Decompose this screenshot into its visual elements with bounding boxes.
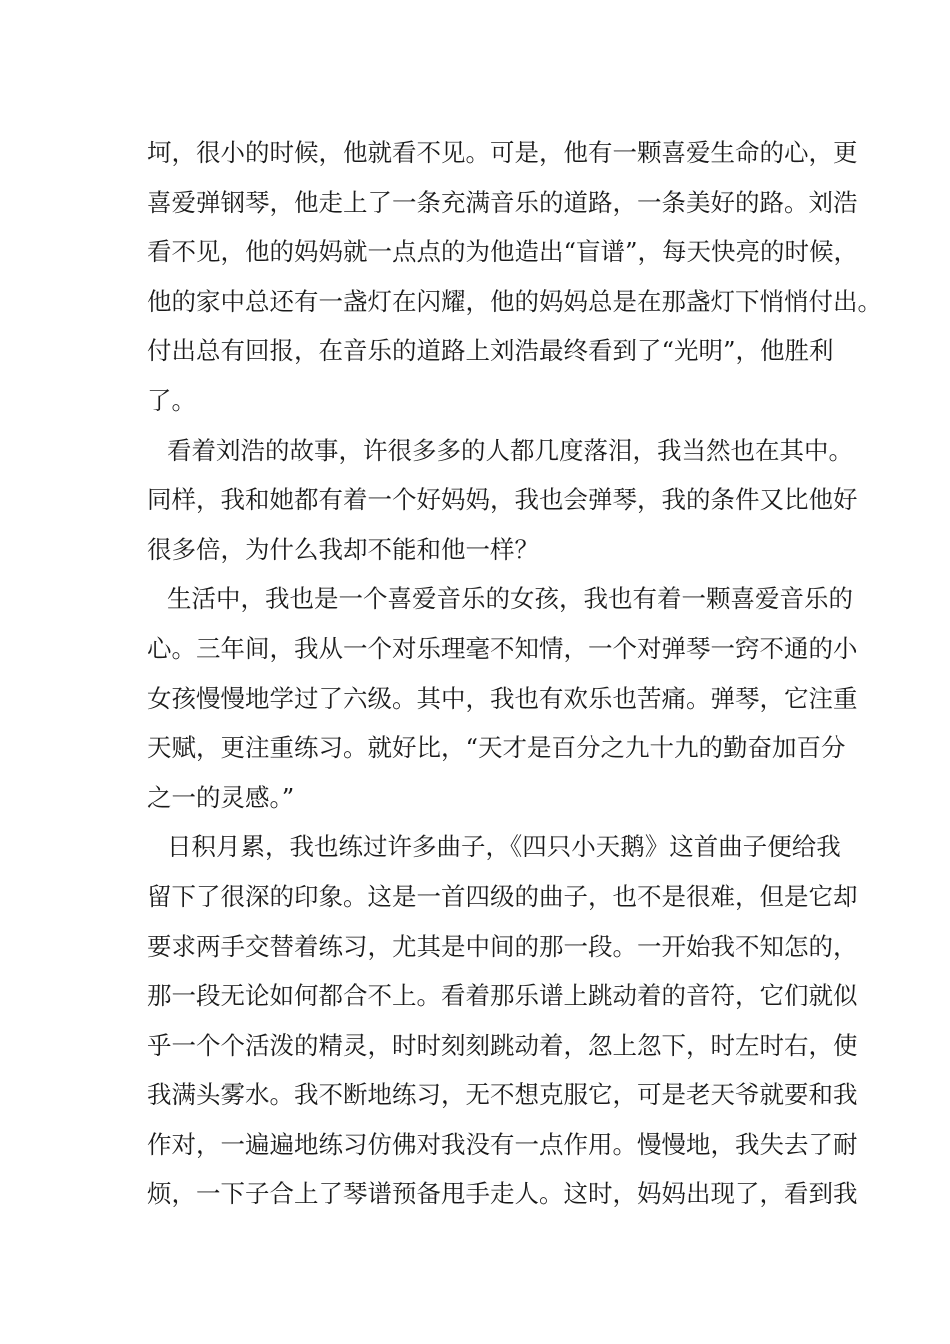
paragraph-first-line: 生活中，我也是一个喜爱音乐的女孩，我也有着一颗喜爱音乐的 [167,584,853,614]
text-line: 作对，一遍遍地练习仿佛对我没有一点作用。慢慢地，我失去了耐 [147,1129,858,1159]
body-text [147,128,882,1219]
text-line: 要求两手交替着练习，尤其是中间的那一段。一开始我不知怎的， [147,931,858,961]
text-line: 天赋，更注重练习。就好比，“天才是百分之九十九的勤奋加百分 [147,733,846,763]
text-line: 了。 [147,385,196,415]
text-line: 心。三年间，我从一个对乐理毫不知情，一个对弹琴一窍不通的小 [147,633,858,663]
paragraph-first-line: 日积月累，我也练过许多曲子，《四只小天鹅》这首曲子便给我 [167,832,841,862]
text-line: 留下了很深的印象。这是一首四级的曲子，也不是很难，但是它却 [147,881,858,911]
paragraph-first-line: 看着刘浩的故事，许很多多的人都几度落泪，我当然也在其中。 [167,435,853,465]
text-line: 坷，很小的时候，他就看不见。可是，他有一颗喜爱生命的心，更 [147,138,858,167]
text-line: 之一的灵感。” [147,782,295,812]
text-line: 烦，一下子合上了琴谱预备甩手走人。这时，妈妈出现了，看到我 [147,1179,858,1209]
text-line: 看不见，他的妈妈就一点点的为他造出“盲谱”，每天快亮的时候， [147,237,859,267]
text-line: 女孩慢慢地学过了六级。其中，我也有欢乐也苦痛。弹琴，它注重 [147,683,858,713]
text-line: 喜爱弹钢琴，他走上了一条充满音乐的道路，一条美好的路。刘浩 [147,187,858,217]
text-line: 同样，我和她都有着一个好妈妈，我也会弹琴，我的条件又比他好 [147,485,858,515]
text-line: 乎一个个活泼的精灵，时时刻刻跳动着，忽上忽下，时左时右，使 [147,1030,858,1060]
text-line: 付出总有回报，在音乐的道路上刘浩最终看到了“光明”，他胜利 [147,336,834,366]
text-line: 那一段无论如何都合不上。看着那乐谱上跳动着的音符，它们就似 [147,981,858,1011]
text-line: 他的家中总还有一盏灯在闪耀，他的妈妈总是在那盏灯下悄悄付出。 [147,286,882,316]
text-line: 很多倍，为什么我却不能和他一样？ [147,534,539,564]
text-line: 我满头雾水。我不断地练习，无不想克服它，可是老天爷就要和我 [147,1080,858,1110]
